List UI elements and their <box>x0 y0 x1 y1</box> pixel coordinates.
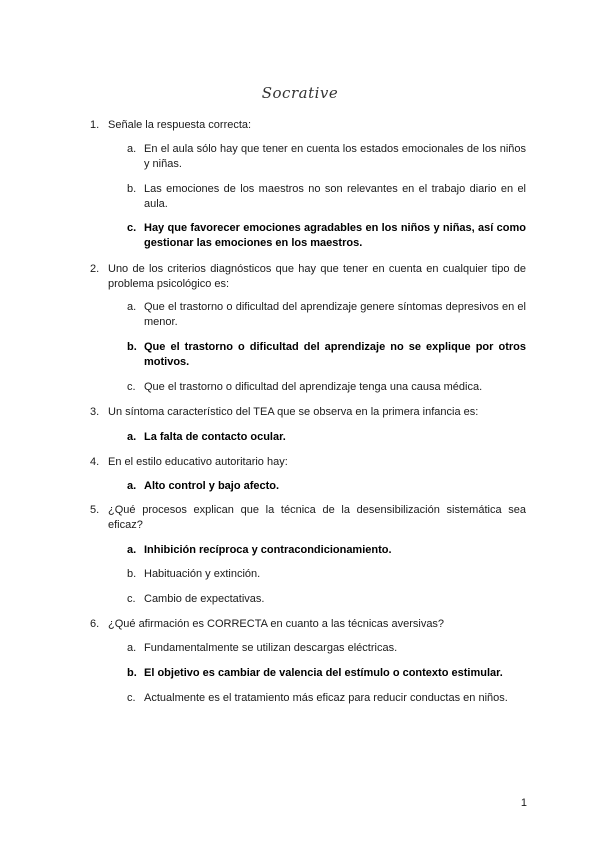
option-letter: a. <box>127 544 137 556</box>
option-letter: a. <box>127 642 137 654</box>
option-text: Inhibición recíproca y contracondicionamiento. <box>144 544 392 556</box>
question-number: 3. <box>90 406 100 418</box>
option-text: En el aula sólo hay que tener en cuenta los estados emocionales de los niños y niñas. <box>144 143 526 170</box>
option-letter: a. <box>127 143 137 155</box>
option-text: Que el trastorno o dificultad del aprendizaje tenga una causa médica. <box>144 381 483 393</box>
option-letter: c. <box>127 381 136 393</box>
question-number: 4. <box>90 456 100 468</box>
option-text: Actualmente es el tratamiento más eficaz para reducir conductas en niños. <box>144 692 508 704</box>
question-number: 1. <box>90 119 100 131</box>
option-text: Alto control y bajo afecto. <box>144 480 280 492</box>
question-number: 5. <box>90 504 100 516</box>
option-text: Cambio de expectativas. <box>144 593 265 605</box>
option-text: Que el trastorno o dificultad del aprendizaje no se explique por otros motivos. <box>144 341 526 368</box>
document-title: Socrative <box>261 84 339 102</box>
option-letter: b. <box>127 183 137 195</box>
option-text: Habituación y extinción. <box>144 568 261 580</box>
question-text: ¿Qué procesos explican que la técnica de la desensibilización sistemática sea eficaz? <box>108 504 526 531</box>
option-text: Fundamentalmente se utilizan descargas eléctricas. <box>144 642 398 654</box>
question-text: Un síntoma característico del TEA que se observa en la primera infancia es: <box>108 406 479 418</box>
question-text: Señale la respuesta correcta: <box>108 119 252 131</box>
option-text: El objetivo es cambiar de valencia del estímulo o contexto estimular. <box>144 667 503 679</box>
option-letter: b. <box>127 341 137 353</box>
question-text: ¿Qué afirmación es CORRECTA en cuanto a las técnicas aversivas? <box>108 618 445 630</box>
question-text: Uno de los criterios diagnósticos que hay que tener en cuenta en cualquier tipo de problema psicológico es: <box>108 263 526 290</box>
option-text: Hay que favorecer emociones agradables en los niños y niñas, así como gestionar las emociones en los maestros. <box>144 222 526 249</box>
question-text: En el estilo educativo autoritario hay: <box>108 456 288 468</box>
option-text: La falta de contacto ocular. <box>144 431 286 443</box>
option-letter: b. <box>127 568 137 580</box>
option-letter: c. <box>127 222 137 234</box>
option-letter: a. <box>127 480 137 492</box>
option-text: Que el trastorno o dificultad del aprendizaje genere síntomas depresivos en el menor. <box>144 301 526 328</box>
option-letter: a. <box>127 301 137 313</box>
option-letter: c. <box>127 593 136 605</box>
option-letter: c. <box>127 692 136 704</box>
option-text: Las emociones de los maestros no son relevantes en el trabajo diario en el aula. <box>144 183 526 210</box>
page-number: 1 <box>520 797 527 809</box>
question-number: 6. <box>90 618 100 630</box>
option-letter: b. <box>127 667 137 679</box>
option-letter: a. <box>127 431 137 443</box>
question-number: 2. <box>90 263 100 275</box>
